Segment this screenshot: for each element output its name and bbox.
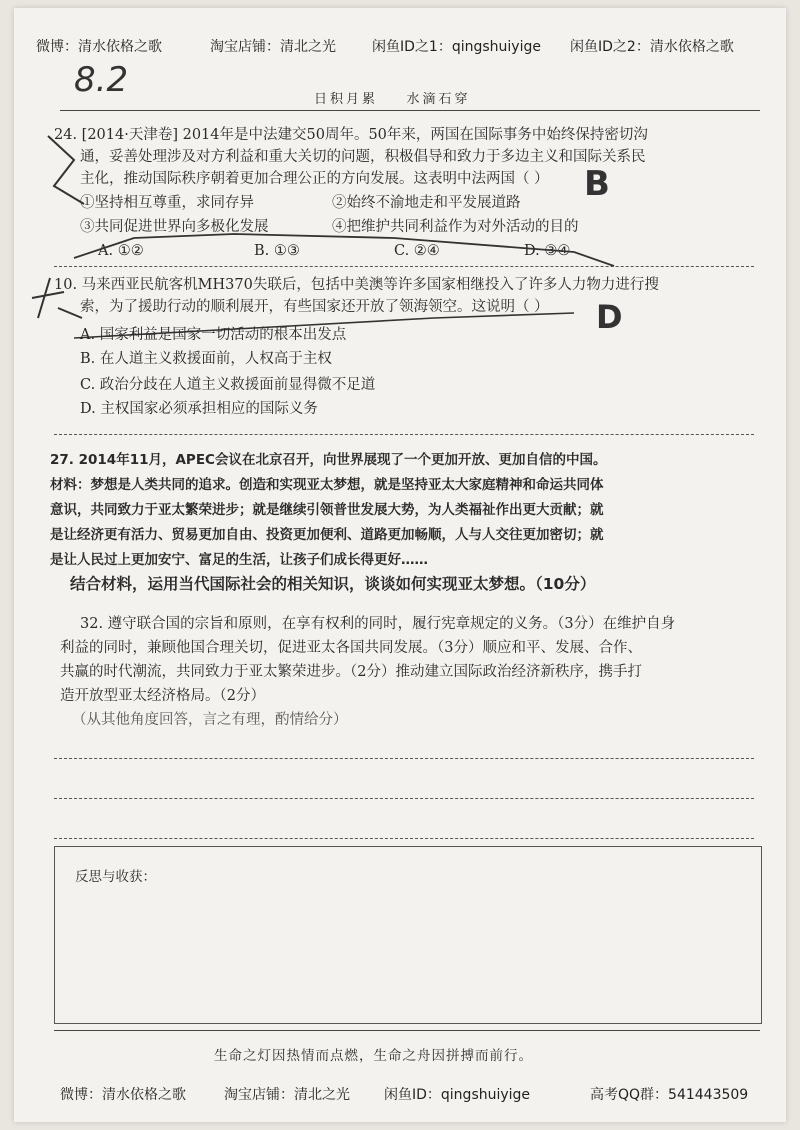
q10-line-2: 索，为了援助行动的顺利展开，有些国家还开放了领海领空。这说明（ ） — [80, 299, 549, 315]
q10-choice-d: D. 主权国家必须承担相应的国际义务 — [80, 401, 318, 417]
answer-32-line-1: 32. 遵守联合国的宗旨和原则，在享有权利的同时，履行宪章规定的义务。（3分）在维护自身 — [80, 616, 676, 632]
pen-mark-q24-left — [48, 136, 84, 204]
watermark-xianyu-bottom: 闲鱼ID：qingshuiyige — [384, 1087, 531, 1103]
q27-line-5: 是让人民过上更加安宁、富足的生活，让孩子们成长得更好…… — [50, 552, 428, 568]
q24-option-2: ②始终不渝地走和平发展道路 — [332, 195, 521, 211]
q27-prompt: 结合材料，运用当代国际社会的相关知识，谈谈如何实现亚太梦想。（10分） — [70, 575, 596, 593]
answer-line-3 — [54, 838, 754, 839]
q27-line-2: 材料：梦想是人类共同的追求。创造和实现亚太梦想，就是坚持亚太大家庭精神和命运共同体 — [50, 477, 604, 493]
q24-choice-d: D. ③④ — [524, 243, 571, 259]
answer-32-line-3: 共赢的时代潮流，共同致力于亚太繁荣进步。（2分）推动建立国际政治经济新秩序，携手打 — [60, 664, 642, 680]
reflection-label: 反思与收获： — [75, 869, 156, 885]
question-27 — [50, 448, 606, 573]
q10-choice-b: B. 在人道主义救援面前，人权高于主权 — [80, 351, 332, 367]
q24-line-1: 24. [2014·天津卷] 2014年是中法建交50周年。50年来，两国在国际事务中始终保持密切沟 — [54, 127, 648, 143]
reflection-box[interactable] — [54, 846, 762, 1024]
q24-choice-b: B. ①③ — [254, 243, 300, 259]
footer-motto: 生命之灯因热情而点燃，生命之舟因拼搏而前行。 — [214, 1048, 533, 1064]
answer-32-line-5: （从其他角度回答，言之有理，酌情给分） — [72, 712, 348, 728]
q24-option-4: ④把维护共同利益作为对外活动的目的 — [332, 219, 579, 235]
q24-handwritten-answer: B — [584, 164, 610, 204]
answer-32 — [60, 612, 675, 732]
q24-line-3: 主化，推动国际秩序朝着更加合理公正的方向发展。这表明中法两国（ ） — [80, 171, 549, 187]
watermark-taobao-top: 淘宝店铺：清北之光 — [210, 39, 336, 55]
q27-line-1: 27. 2014年11月，APEC会议在北京召开，向世界展现了一个更加开放、更加自信的中国。 — [50, 452, 607, 468]
motto-header: 日积月累 水滴石穿 — [314, 92, 471, 107]
watermark-xianyu2-top: 闲鱼ID之2：清水依格之歌 — [570, 39, 734, 55]
watermark-qq-bottom: 高考QQ群：541443509 — [590, 1087, 749, 1103]
pen-mark-q24-underline — [74, 234, 614, 266]
divider-2 — [54, 434, 754, 435]
answer-32-line-2: 利益的同时，兼顾他国合理关切，促进亚太各国共同发展。（3分）顺应和平、发展、合作、 — [60, 640, 642, 656]
answer-line-1 — [54, 758, 754, 759]
q10-handwritten-answer: D — [596, 298, 623, 336]
answer-line-2 — [54, 798, 754, 799]
watermark-taobao-bottom: 淘宝店铺：清北之光 — [224, 1087, 350, 1103]
q10-line-1: 10. 马来西亚民航客机MH370失联后，包括中美澳等许多国家相继投入了许多人力物力进行搜 — [54, 277, 659, 293]
question-10 — [54, 274, 659, 318]
q24-line-2: 通，妥善处理涉及对方利益和重大关切的问题，积极倡导和致力于多边主义和国际关系民 — [80, 149, 646, 165]
q24-option-1: ①坚持相互尊重，求同存异 — [80, 195, 254, 211]
footer-rule — [54, 1030, 760, 1031]
q24-choice-a: A. ①② — [98, 243, 144, 259]
q24-choice-c: C. ②④ — [394, 243, 440, 259]
watermark-xianyu1-top: 闲鱼ID之1：qingshuiyige — [372, 39, 541, 55]
watermark-weibo-bottom: 微博：清水依格之歌 — [60, 1087, 186, 1103]
divider-1 — [54, 266, 754, 267]
q27-line-4: 是让经济更有活力、贸易更加自由、投资更加便利、道路更加畅顺，人与人交往更加密切；就 — [50, 527, 604, 543]
q10-choice-a: A. 国家利益是国家一切活动的根本出发点 — [80, 327, 347, 343]
q27-line-3: 意识，共同致力于亚太繁荣进步；就是继续引领普世发展大势，为人类福祉作出更大贡献；就 — [50, 502, 604, 518]
handwritten-date: 8.2 — [74, 60, 129, 100]
q10-choice-c: C. 政治分歧在人道主义救援面前显得微不足道 — [80, 377, 376, 393]
answer-32-line-4: 造开放型亚太经济格局。（2分） — [60, 688, 265, 704]
worksheet-page — [14, 8, 786, 1122]
q24-option-3: ③共同促进世界向多极化发展 — [80, 219, 269, 235]
watermark-weibo-top: 微博：清水依格之歌 — [36, 39, 162, 55]
